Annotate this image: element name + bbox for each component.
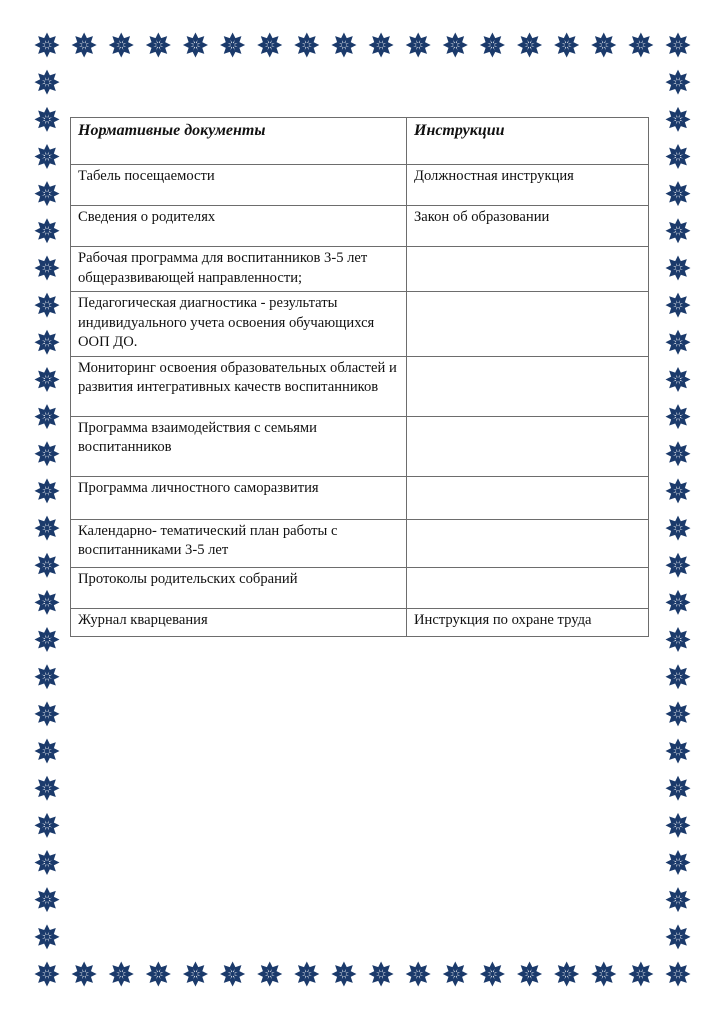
snowflake-star-icon <box>35 553 60 578</box>
snowflake-star-icon <box>666 70 691 95</box>
snowflake-star-icon <box>35 478 60 503</box>
snowflake-star-icon <box>666 850 691 875</box>
snowflake-star-icon <box>666 330 691 355</box>
table-cell: Протоколы родительских собраний <box>71 567 407 608</box>
snowflake-star-icon <box>35 404 60 429</box>
snowflake-star-icon <box>35 144 60 169</box>
snowflake-star-icon <box>35 70 60 95</box>
snowflake-star-icon <box>72 962 97 987</box>
snowflake-star-icon <box>35 850 60 875</box>
snowflake-star-icon <box>666 441 691 466</box>
table-row <box>71 567 649 608</box>
snowflake-star-icon <box>294 962 319 987</box>
snowflake-star-icon <box>554 33 579 58</box>
table-cell <box>407 567 649 608</box>
table-cell <box>407 416 649 476</box>
table-cell: Программа личностного саморазвития <box>71 476 407 519</box>
snowflake-star-icon <box>35 924 60 949</box>
table-cell: Табель посещаемости <box>71 165 407 206</box>
snowflake-star-icon <box>331 33 356 58</box>
snowflake-star-icon <box>35 776 60 801</box>
table-cell: Мониторинг освоения образовательных областей и развития интегративных качеств воспитанников <box>71 356 407 416</box>
snowflake-star-icon <box>666 887 691 912</box>
table-cell: Закон об образовании <box>407 206 649 247</box>
table-cell: Педагогическая диагностика - результаты индивидуального учета освоения обучающихся ООП ДО. <box>71 292 407 357</box>
table-row <box>71 206 649 247</box>
snowflake-star-icon <box>666 813 691 838</box>
table-cell: Календарно- тематический план работы с воспитанниками 3-5 лет <box>71 519 407 567</box>
snowflake-star-icon <box>443 33 468 58</box>
snowflake-star-icon <box>666 627 691 652</box>
snowflake-star-icon <box>35 255 60 280</box>
table-cell <box>407 292 649 357</box>
snowflake-star-icon <box>666 404 691 429</box>
snowflake-star-icon <box>666 293 691 318</box>
snowflake-star-icon <box>666 255 691 280</box>
snowflake-star-icon <box>35 107 60 132</box>
snowflake-star-icon <box>35 664 60 689</box>
snowflake-star-icon <box>517 33 542 58</box>
table-row <box>71 292 649 357</box>
table-cell: Рабочая программа для воспитанников 3-5 лет общеразвивающей направленности; <box>71 247 407 292</box>
snowflake-star-icon <box>666 107 691 132</box>
header-normative-documents: Нормативные документы <box>71 118 407 165</box>
table-row <box>71 247 649 292</box>
snowflake-star-icon <box>666 924 691 949</box>
table-cell <box>407 476 649 519</box>
table-row <box>71 416 649 476</box>
snowflake-star-icon <box>183 33 208 58</box>
snowflake-star-icon <box>183 962 208 987</box>
snowflake-star-icon <box>35 441 60 466</box>
snowflake-star-icon <box>35 293 60 318</box>
snowflake-star-icon <box>666 181 691 206</box>
snowflake-star-icon <box>35 739 60 764</box>
snowflake-star-icon <box>666 367 691 392</box>
snowflake-star-icon <box>257 33 282 58</box>
table-cell <box>407 247 649 292</box>
table-row <box>71 476 649 519</box>
snowflake-star-icon <box>591 33 616 58</box>
table-row <box>71 165 649 206</box>
snowflake-star-icon <box>666 33 691 58</box>
snowflake-star-icon <box>331 962 356 987</box>
snowflake-star-icon <box>628 962 653 987</box>
snowflake-star-icon <box>146 962 171 987</box>
snowflake-star-icon <box>35 33 60 58</box>
table-cell: Должностная инструкция <box>407 165 649 206</box>
snowflake-star-icon <box>666 553 691 578</box>
header-instructions: Инструкции <box>407 118 649 165</box>
snowflake-star-icon <box>591 962 616 987</box>
snowflake-star-icon <box>369 962 394 987</box>
snowflake-star-icon <box>35 367 60 392</box>
snowflake-star-icon <box>146 33 171 58</box>
snowflake-star-icon <box>35 330 60 355</box>
table-cell <box>407 356 649 416</box>
snowflake-star-icon <box>35 590 60 615</box>
table-row <box>71 608 649 636</box>
snowflake-star-icon <box>72 33 97 58</box>
table-cell: Сведения о родителях <box>71 206 407 247</box>
table-row <box>71 519 649 567</box>
snowflake-star-icon <box>109 33 134 58</box>
table-cell: Инструкция по охране труда <box>407 608 649 636</box>
snowflake-star-icon <box>666 962 691 987</box>
snowflake-star-icon <box>369 33 394 58</box>
snowflake-star-icon <box>109 962 134 987</box>
snowflake-star-icon <box>35 887 60 912</box>
snowflake-star-icon <box>628 33 653 58</box>
table-cell: Журнал кварцевания <box>71 608 407 636</box>
snowflake-star-icon <box>220 33 245 58</box>
snowflake-star-icon <box>35 813 60 838</box>
documents-table <box>70 117 649 637</box>
table-cell <box>407 519 649 567</box>
snowflake-star-icon <box>666 664 691 689</box>
snowflake-star-icon <box>666 590 691 615</box>
snowflake-star-icon <box>220 962 245 987</box>
snowflake-star-icon <box>257 962 282 987</box>
snowflake-star-icon <box>406 962 431 987</box>
snowflake-star-icon <box>666 739 691 764</box>
table-header-row <box>71 118 649 165</box>
snowflake-star-icon <box>35 701 60 726</box>
snowflake-star-icon <box>666 144 691 169</box>
snowflake-star-icon <box>35 218 60 243</box>
snowflake-star-icon <box>554 962 579 987</box>
snowflake-star-icon <box>35 181 60 206</box>
snowflake-star-icon <box>480 33 505 58</box>
snowflake-star-icon <box>666 776 691 801</box>
snowflake-star-icon <box>35 516 60 541</box>
snowflake-star-icon <box>294 33 319 58</box>
table-row <box>71 356 649 416</box>
snowflake-star-icon <box>406 33 431 58</box>
table-cell: Программа взаимодействия с семьями воспитанников <box>71 416 407 476</box>
snowflake-star-icon <box>35 962 60 987</box>
snowflake-star-icon <box>666 701 691 726</box>
snowflake-star-icon <box>666 516 691 541</box>
snowflake-star-icon <box>480 962 505 987</box>
snowflake-star-icon <box>666 478 691 503</box>
snowflake-star-icon <box>666 218 691 243</box>
snowflake-star-icon <box>517 962 542 987</box>
snowflake-star-icon <box>443 962 468 987</box>
snowflake-star-icon <box>35 627 60 652</box>
